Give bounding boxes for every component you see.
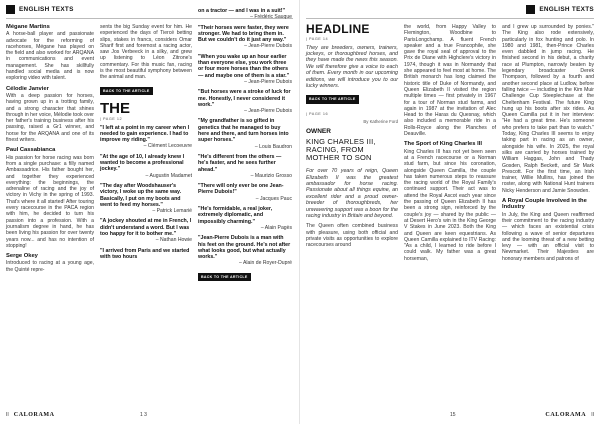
back-to-article-button[interactable]: BACK TO THE ARTICLE <box>198 273 251 281</box>
quote-text: "He's formidable, a real joker, extremely diplomatic, and impossibly charming." <box>198 206 273 225</box>
contributor-bio: His passion for horse racing was born from a single purchase: a filly named Ambassadrice. His father bought her, and together they experienced everything: the beginnings, the adrenaline of racing and the joy of victory in Vichy in the spring of 1993. That's where it all started! After touring every racecourse in the PACA region with him, he decided to turn his passion into a profession. With a journalism degree in hand, he has been living his passion for over twenty years now... and has no intention of stopping! <box>6 154 94 249</box>
quotes-column <box>198 8 292 286</box>
contributor-name: Mégane Martins <box>6 24 50 30</box>
body-text: and I grew up surrounded by ponies." The King also rode extensively, particularly in fox hunting and polo. In 1980 and 1981, then-Prince Charles even dabbled in jump racing. He finished second in his debut, a charity race at Plumpton, narrowly beaten by legendary broadcaster Derek Thompson, followed by a fourth and another second place at Ludlow, before falling twice — including in the Kim Muir Challenge Cup Steeplechase at the Cheltenham Festival. The future King hung up his boots after six rides. As Queen Camilla put it in her interview: "He had a great time. He's someone who prefers to take part than to watch." Today, King Charles III seems to enjoy taking part in racing as an owner, alongside his wife. In 2025, the royal silks are carried by horses trained by William Haggas, John and Thady Gosden, Ralph Beckett, and Sir Mark Prescott. For the first time, an Irish trainer, Willie Mullins, has joined the roster, along with National Hunt trainers Nicky Henderson and Jamie Snowden. <box>502 24 594 194</box>
article-title: KING CHARLES III, RACING, FROM MOTHER TO SON <box>306 136 376 163</box>
author-byline: By Katherine Ford <box>363 119 398 125</box>
contributor-name: Serge Okey <box>6 253 38 260</box>
quote-attribution: – Clément Lecoeuvre <box>143 143 192 150</box>
quote-text: "I arrived from Paris and we started with two hours <box>100 247 190 260</box>
quote-text: "But horses were a stroke of luck for me. Honestly, I never considered it work." <box>198 89 291 108</box>
header-square-icon <box>526 5 535 14</box>
body-text: In July, the King and Queen reaffirmed their commitment to the racing industry — which faces an existential crisis following a wave of senior departures and the looming threat of a new betting levy — with an official visit to Newmarket. Their Majesties are honorary members and patrons of <box>502 211 594 262</box>
section-header <box>6 0 74 18</box>
quote-text: "Their horses were faster, they were stronger. We had to bring them in. But we couldn't do it just any way." <box>198 24 289 44</box>
back-to-article-button[interactable]: BACK TO THE ARTICLE <box>100 87 153 95</box>
quote-text: "The day after Woodshauser's victory, I woke up the same way. Basically, I put on my boots and went to feed my horses." <box>100 182 182 208</box>
right-right-column <box>502 24 594 266</box>
contributor-bio: A horse-ball player and passionate advocate for the reforming of racehorses, Mégane has played on the field and also worked for ARQANA in communications and event management. She has skillfully handled social media and is now exploring video with talent. <box>6 31 94 82</box>
quote-attribution: – Jacques Pauc <box>255 195 292 202</box>
section-header <box>526 0 594 18</box>
quote-attribution: – Alain de Royer-Dupré <box>239 260 292 267</box>
quote-text: on a tractor — and I was in a suit!" <box>198 8 285 14</box>
quote-text: "I left at a point in my career when I needed to gain experience. I had to improve my riding." <box>100 124 190 144</box>
header-rule <box>306 18 594 19</box>
quote-text: "A jockey shouted at me in French, I didn't understand a word. But I was too happy for it to bother me." <box>100 218 192 238</box>
body-text: the world, from Happy Valley to Flemington, Woodbine to ParisLongchamp. A fluent French speaker and a true Francophile, she gave the royal seal of approval to the Prix de Diane with Highclere's victory in 1974, though it was in Normandy that she appeared to feel most at home. The British monarch has long claimed the historic title of Duke of Normandy, and Queen Elizabeth II visited the region multiple times — first privately in 1967 for a tour of Norman stud farms, and again in 1987 at the invitation of Alec Head to the Haras du Quesnay, which also included a memorable ride in a Rolls-Royce along the Planches of Deauville. <box>404 24 496 138</box>
quote-attribution: – Jean-Pierre Dubois <box>244 43 292 50</box>
contributor-name: Paul Cassabianca <box>6 147 56 154</box>
quote-text: "Jean-Pierre Dubois is a man with his feet on the ground. He's not after what looks good, but what actually works." <box>198 235 291 261</box>
article-intro: For over 70 years of reign, Queen Elizabeth II was the greatest ambassador for horse racing. Passionate about all things equine, an excellent rider and a proud owner-breeder of thoroughbreds, her unwavering support was a boon for the racing industry in Britain and beyond. <box>306 168 398 220</box>
quote-attribution: – Louis Baudron <box>254 143 292 150</box>
quote-attribution: – Augustin Madamet <box>145 172 192 179</box>
header-square-icon <box>6 5 15 14</box>
right-footer <box>545 410 594 420</box>
back-to-article-button[interactable]: BACK TO THE ARTICLE <box>306 95 359 103</box>
contributor-bio: Introduced to racing at a young age, the Quinté repre- <box>6 260 94 273</box>
right-middle-column <box>404 24 496 266</box>
footer-page-number: II <box>591 412 594 418</box>
body-text: The Queen often combined business with pleasure, using both official and private visits as opportunities to explore racecourses around <box>306 223 398 249</box>
quote-attribution: – Jean-Pierre Dubois <box>244 78 292 85</box>
quote-text: "My grandfather is so gifted in genetics that he managed to buy here and there, and turn horses into super horses." <box>198 118 289 144</box>
body-text: King Charles III has not yet been seen at a French racecourse or a Norman stud farm, but since his coronation, alongside Queen Camilla, the couple has taken numerous steps to reassure the racing world of the Royal Family's continued support. Their act was to attend the Royal Ascot each year since the passing of Queen Elizabeth II has been a strong sign, reinforced by the couple's joy — shared by the public — at Desert Hero's win in the King George V Stakes in June 2023. Both the King and Queen are keen equestrians. As Queen Camilla explained to ITV Racing: "As a child, I learned to ride before I could walk. My father was a great horseman, <box>404 148 496 262</box>
page-number: 1 3 <box>140 412 147 418</box>
footer-page-number: II <box>6 412 9 418</box>
right-left-column <box>306 24 398 253</box>
calorama-logo: CALORAMA <box>545 412 587 418</box>
contributors-column <box>6 24 94 277</box>
subheading: A Royal Couple Involved in the Industry <box>502 198 587 211</box>
subheading: The Sport of King Charles III <box>404 141 482 148</box>
left-middle-column <box>100 24 192 260</box>
page-reference: | PAGE 16 <box>306 111 329 116</box>
section-label: ENGLISH TEXTS <box>539 5 594 13</box>
left-footer <box>6 410 55 420</box>
page-reference: | PAGE 14 <box>306 37 329 42</box>
quote-text: "At the age of 10, I already knew I wanted to become a professional jockey." <box>100 153 185 173</box>
quote-attribution: – Patrick Lemarié <box>152 208 192 215</box>
page-reference: | PAGE 12 <box>100 117 123 122</box>
contributor-text: sents the big Sunday event for him. He experienced the days of Tiercé betting slips, stakes in francs, considers Omar Sharif first and foremost a racing actor, saw Jos Verbeeck in a silky, and grew up listening to Léon Zitrone's commentary. For this music fan, racing is the most beautiful symphony between the animal and man. <box>100 24 192 81</box>
calorama-logo: CALORAMA <box>13 412 55 418</box>
quote-attribution: – Frédéric Sauque <box>250 14 292 21</box>
contributor-bio: With a deep passion for horses, having grown up in a trotting family, and a strong character that shines through in her voice, Mélodie took over her father's training business after his passing, raised a Gr1 winner, and horse for the ARQANA and one of its finest writers. <box>6 92 94 144</box>
quote-text: "When you wake up an hour earlier than everyone else, you work three or four more horses than the others — and maybe one of them is a star." <box>198 53 290 79</box>
quotes-list <box>100 125 192 261</box>
page-number: 15 <box>450 412 456 418</box>
quote-attribution: – Nathan Howie <box>155 237 192 244</box>
section-title-the: THE <box>100 99 130 117</box>
quote-attribution: – Alain Pagès <box>260 224 292 231</box>
section-label: ENGLISH TEXTS <box>19 5 74 13</box>
headline-title: HEADLINE <box>306 22 370 36</box>
quote-text: "He's different from the others — he's faster, and he sees further ahead." <box>198 153 282 173</box>
quote-text: "There will only ever be one Jean-Pierre Dubois!" <box>198 183 284 196</box>
headline-intro: They are breeders, owners, trainers, jockeys, or thoroughbred horses, and they have made the news this season. We will therefore give a voice to each of them. Every month in our upcoming editions, we will introduce you to our lucky winners. <box>306 44 398 90</box>
section-kicker: OWNER <box>306 128 331 136</box>
contributor-name: Célodie Janvier <box>6 85 49 92</box>
right-page <box>300 0 600 424</box>
quote-attribution: – Jean-Pierre Dubois <box>244 108 292 115</box>
quote-attribution: – Maurizio Grosso <box>250 172 292 179</box>
